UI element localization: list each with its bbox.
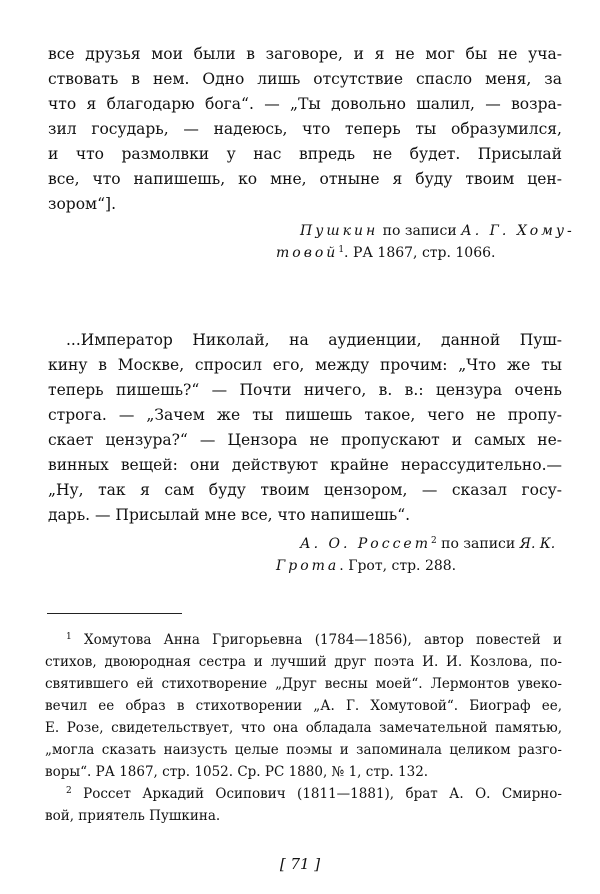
page-number: [ 71 ] xyxy=(279,855,321,873)
text-line: кину в Москве, спросил его, между прочим: „Что же ты xyxy=(48,356,562,374)
attribution-author: Пушкин xyxy=(300,223,379,239)
footnote-line: $^2$ Россет Аркадий Осипович (1811—1881), брат А. О. Смирно- xyxy=(66,786,562,802)
text-line: все друзья мои были в заговоре, и я не мог бы не уча- xyxy=(48,45,562,63)
footnote-line: вечил ее образ в стихотворении „А. Г. Хомутовой“. Биограф ее, xyxy=(45,698,562,714)
attribution-1-line-2: товой$^1$. РА 1867, стр. 1066. xyxy=(276,245,496,261)
footnote-line: воры“. РА 1867, стр. 1052. Ср. РС 1880, № 1, стр. 132. xyxy=(45,764,429,780)
text-line: скает цензура?“ — Цензора не пропускают и самых не- xyxy=(48,431,562,449)
text-line: зором“]. xyxy=(48,195,116,213)
footnote-divider xyxy=(47,613,182,614)
footnote-number: 1 xyxy=(66,632,72,642)
footnote-line: святившего ей стихотворение „Друг весны моей“. Лермонтов увеко- xyxy=(45,676,562,692)
text-line: винных вещей: они действуют крайне нерассудительно.— xyxy=(48,456,562,474)
footnote-line: $^1$ Хомутова Анна Григорьевна (1784—1856), автор повестей и xyxy=(66,632,562,648)
text-line: строга. — „Зачем же ты пишешь такое, чего не пропу- xyxy=(48,406,562,424)
attribution-1-line-1: Пушкин по записи А. Г. Хому- xyxy=(300,223,575,239)
text-line: что я благодарю бога“. — „Ты довольно шалил, — возра- xyxy=(48,95,562,113)
footnote-number: 2 xyxy=(66,786,72,796)
text-line: ...Император Николай, на аудиенции, данной Пуш- xyxy=(66,331,562,349)
footnote-line: вой, приятель Пушкина. xyxy=(45,808,221,824)
attribution-author: А. О. Россет xyxy=(300,536,431,552)
text-line: дарь. — Присылай мне все, что напишешь“. xyxy=(48,506,411,524)
attribution-source: . Грот, стр. 288. xyxy=(339,558,457,574)
attribution-recorder: А. Г. Хому- xyxy=(461,223,575,239)
footnote-ref-1[interactable]: 1 xyxy=(338,245,345,255)
attribution-source: . РА 1867, стр. 1066. xyxy=(344,245,496,261)
attribution-recorder: Я. К. xyxy=(519,536,556,552)
text-line: все, что напишешь, ко мне, отныне я буду твоим цен- xyxy=(48,170,562,188)
text-line: и что размолвки у нас впредь не будет. Присылай xyxy=(48,145,562,163)
text-line: „Ну, так я сам буду твоим цензором, — сказал госу- xyxy=(48,481,562,499)
text-line: теперь пишешь?“ — Почти ничего, в. в.: цензура очень xyxy=(48,381,562,399)
text-line: зил государь, — надеюсь, что теперь ты образумился, xyxy=(48,120,562,138)
attribution-2-line-1: А. О. Россет$^2$ по записи Я. К. xyxy=(300,536,556,552)
footnote-ref-2[interactable]: 2 xyxy=(430,536,437,546)
footnote-line: „могла сказать наизусть целые поэмы и запоминала целиком разго- xyxy=(45,742,562,758)
attribution-2-line-2: Грота. Грот, стр. 288. xyxy=(276,558,457,574)
footnote-line: стихов, двоюродная сестра и лучший друг поэта И. И. Козлова, по- xyxy=(45,654,562,670)
footnote-line: Е. Розе, свидетельствует, что она обладала замечательной памятью, xyxy=(45,720,562,736)
text-line: ствовать в нем. Одно лишь отсутствие спасло меня, за xyxy=(48,70,562,88)
